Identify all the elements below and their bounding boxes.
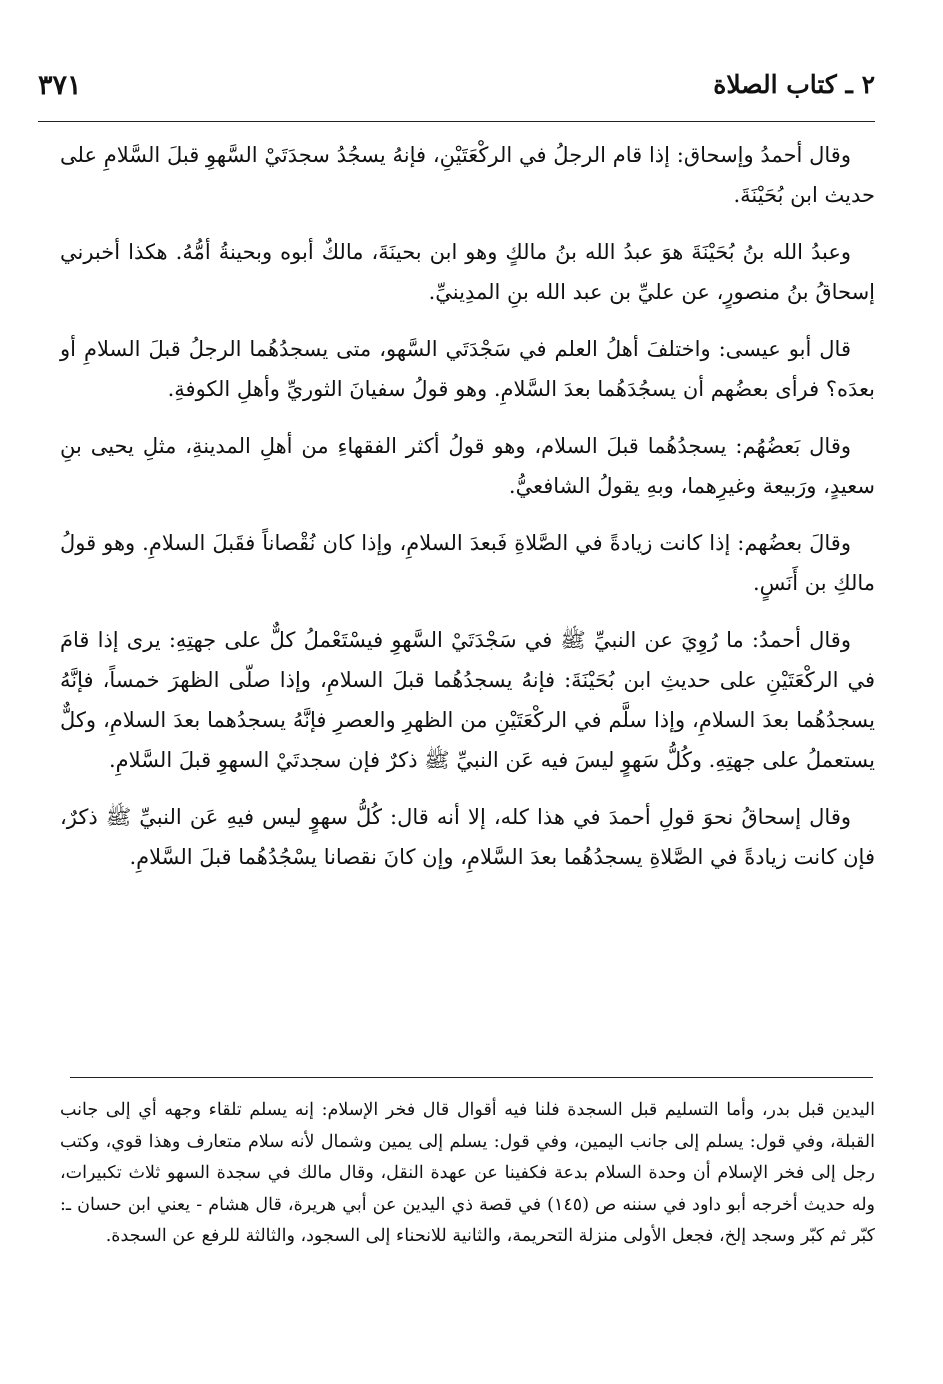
footnote: [60, 1095, 875, 1253]
header-divider: [38, 121, 875, 122]
paragraph: وقال إسحاقُ نحوَ قولِ أحمدَ في هذا كله، إلا أنه قال: كُلُّ سهوٍ ليس فيهِ عَن النبيِّ ﷺ ذكرٌ، فإن كانت زيادةً في الصَّلاةِ يسجدُهُما بعدَ السَّلامِ، وإن كانَ نقصانا يسْجُدُهُما قبلَ السَّلامِ.: [60, 805, 875, 869]
paragraph: قال أبو عيسى: واختلفَ أهلُ العلم في سَجْدَتَي السَّهو، متى يسجدُهُما الرجلُ قبلَ السلامِ أو بعدَه؟ فرأى بعضُهم أن يسجُدَهُما بعدَ السَّلامِ. وهو قولُ سفيانَ الثوريِّ وأهلِ الكوفةِ.: [60, 337, 875, 401]
paragraph: وقالَ بعضُهم: إذا كانت زيادةً في الصَّلاةِ فَبعدَ السلامِ، وإذا كان نُقْصاناً فقَبلَ السلامِ. وهو قولُ مالكِ بن أَنَسٍ.: [60, 531, 875, 595]
footnote-divider: [70, 1077, 873, 1078]
chapter-title: ٢ ـ كتاب الصلاة: [713, 70, 875, 99]
paragraph: وقال أحمدُ وإسحاق: إذا قام الرجلُ في الركْعَتَيْنِ، فإنهُ يسجُدُ سجدَتَيْ السَّهوِ قبلَ السَّلامِ على حديث ابن بُحَيْنَةَ.: [60, 143, 875, 207]
page-header: [38, 62, 875, 112]
paragraph: وقال أحمدُ: ما رُوِيَ عن النبيِّ ﷺ في سَجْدَتَيْ السَّهوِ فيسْتَعْملُ كلٌّ على جهتِهِ: يرى إذا قامَ في الركْعَتَيْنِ على حديثِ ابن بُحَيْنَةَ: فإنهُ يسجدُهُما قبلَ السلامِ، وإذا صلّى الظهرَ خمساً، فإنَّهُ يسجدُهُما بعدَ السلامِ، وإذا سلَّم في الركْعَتَيْنِ من الظهرِ والعصرِ فإنَّهُ يسجدُهما بعدَ السلامِ، وكلٌّ يستعملُ على جهتِهِ. وكُلُّ سَهوٍ ليسَ فيه عَن النبيِّ ﷺ ذكرٌ فإن سجدتَيْ السهوِ قبلَ السَّلامِ.: [60, 628, 875, 772]
paragraph: وقال بَعضُهُم: يسجدُهُما قبلَ السلام، وهو قولُ أكثر الفقهاءِ من أهلِ المدينةِ، مثلِ يحيى بنِ سعيدٍ، ورَبيعة وغيرِهما، وبهِ يقولُ الشافعيُّ.: [60, 434, 875, 498]
footnote-text: اليدين قبل بدر، وأما التسليم قبل السجدة فلنا فيه أقوال قال فخر الإسلام: إنه يسلم تلقاء وجهه أي إلى جانب القبلة، وفي قول: يسلم إلى جانب اليمين، وفي قول: يسلم إلى يمين وشمال لأنه سلام متعارف وهذا قوي، وكتب رجل إلى فخر الإسلام أن وحدة السلام بدعة فكفينا عن عهدة النقل، وقال مالك في سجدة السهو ثلاث تكبيرات، وله حديث أخرجه أبو داود في سننه ص (١٤٥) في قصة ذي اليدين عن أبي هريرة، قال هشام - يعني ابن حسان ـ: كبّر ثم كبّر وسجد إلخ، فجعل الأولى منزلة التحريمة، والثانية للانحناء إلى السجود، والثالثة للرفع عن السجدة.: [60, 1100, 875, 1246]
main-text: [60, 135, 875, 894]
page-number: ٣٧١: [38, 70, 82, 101]
paragraph: وعبدُ الله بنُ بُحَيْنَةَ هوَ عبدُ الله بنُ مالكٍ وهو ابن بحينَةَ، مالكٌ أبوه وبحينةُ أمُّهُ. هكذا أخبرني إسحاقُ بنُ منصورٍ، عن عليِّ بن عبد الله بنِ المدِينيِّ.: [60, 240, 875, 304]
